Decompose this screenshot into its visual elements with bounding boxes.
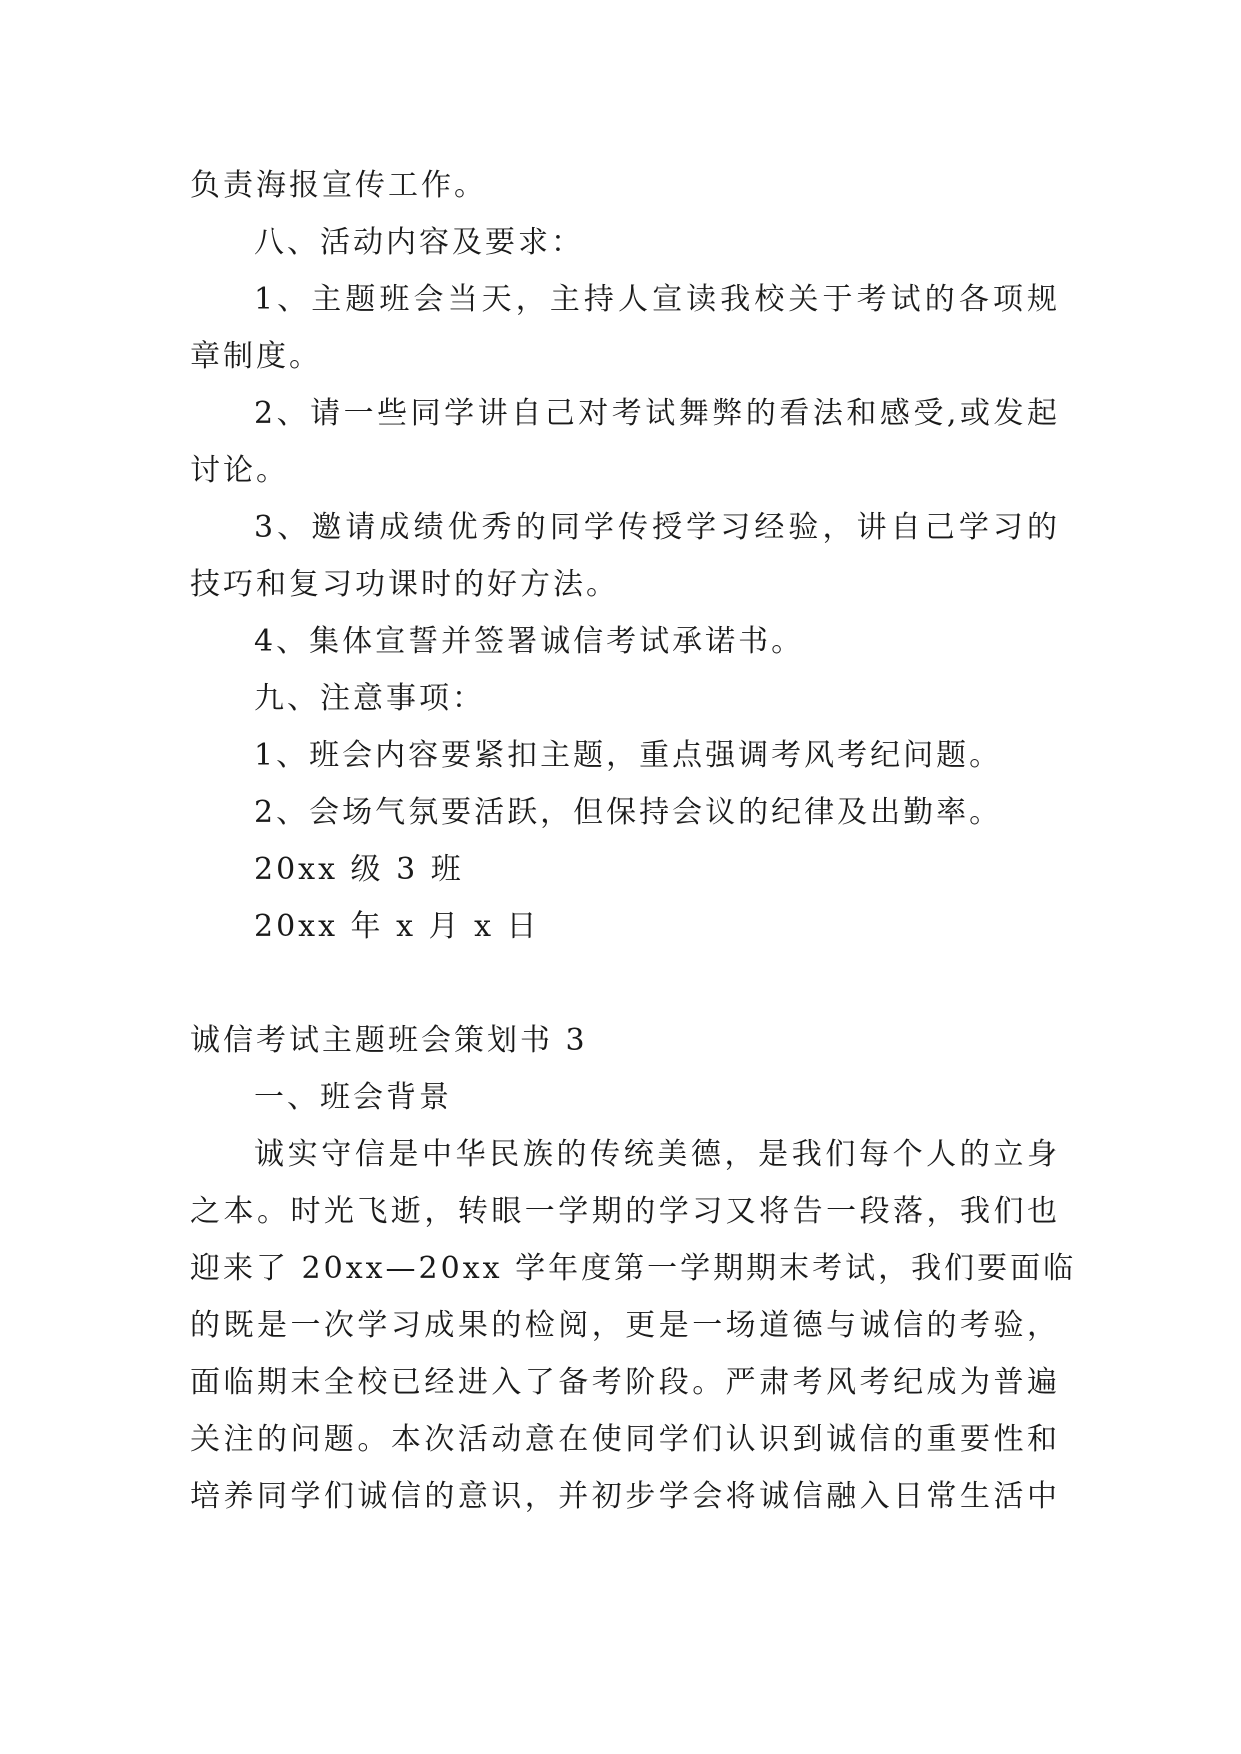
list-item-line: 技巧和复习功课时的好方法。 xyxy=(190,567,619,602)
paragraph-line: 迎来了 20xx—20xx 学年度第一学期期末考试，我们要面临 xyxy=(190,1251,1077,1286)
paragraph-line: 诚实守信是中华民族的传统美德，是我们每个人的立身 xyxy=(254,1137,1060,1172)
section-heading-notes: 九、注意事项： xyxy=(254,681,485,716)
paragraph-line: 之本。时光飞逝，转眼一学期的学习又将告一段落，我们也 xyxy=(190,1194,1060,1229)
document-title: 诚信考试主题班会策划书 3 xyxy=(190,1023,588,1058)
section-heading-background: 一、班会背景 xyxy=(254,1080,452,1115)
list-item-line: 讨论。 xyxy=(190,453,289,488)
paragraph-line: 关注的问题。本次活动意在使同学们认识到诚信的重要性和 xyxy=(190,1422,1060,1457)
list-item-line: 4、集体宣誓并签署诚信考试承诺书。 xyxy=(254,624,805,659)
list-item-line: 2、会场气氛要活跃，但保持会议的纪律及出勤率。 xyxy=(254,795,1003,830)
list-item-line: 2、请一些同学讲自己对考试舞弊的看法和感受,或发起 xyxy=(254,396,1060,431)
paragraph-line: 的既是一次学习成果的检阅，更是一场道德与诚信的考验， xyxy=(190,1308,1060,1343)
list-item-line: 1、班会内容要紧扣主题，重点强调考风考纪问题。 xyxy=(254,738,1003,773)
signature-class: 20xx 级 3 班 xyxy=(254,852,464,887)
paragraph-line: 负责海报宣传工作。 xyxy=(190,168,487,203)
list-item-line: 1、主题班会当天，主持人宣读我校关于考试的各项规 xyxy=(254,282,1060,317)
section-heading-activity-content: 八、活动内容及要求： xyxy=(254,225,584,260)
signature-date: 20xx 年 x 月 x 日 xyxy=(254,909,540,944)
list-item-line: 3、邀请成绩优秀的同学传授学习经验，讲自己学习的 xyxy=(254,510,1060,545)
paragraph-line: 培养同学们诚信的意识，并初步学会将诚信融入日常生活中 xyxy=(190,1479,1060,1514)
paragraph-line: 面临期末全校已经进入了备考阶段。严肃考风考纪成为普遍 xyxy=(190,1365,1060,1400)
list-item-line: 章制度。 xyxy=(190,339,322,374)
